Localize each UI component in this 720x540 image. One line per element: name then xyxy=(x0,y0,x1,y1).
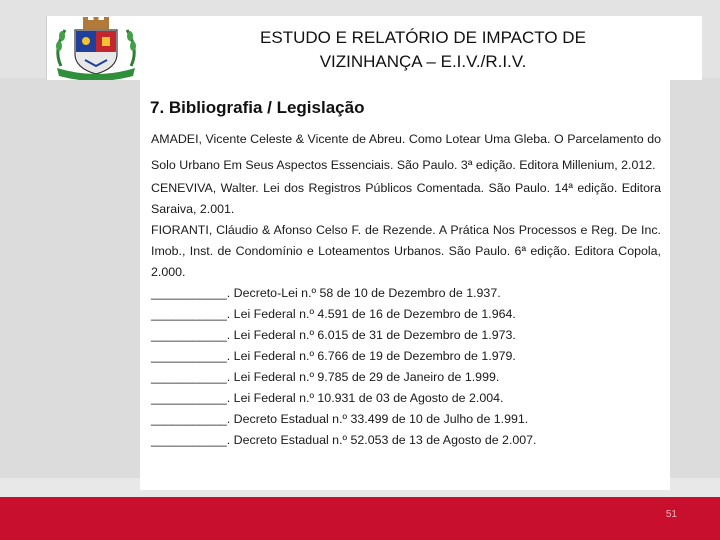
legislation-entry: ___________. Lei Federal n.º 10.931 de 03 de Agosto de 2.004. xyxy=(151,391,504,405)
legislation-entry: ___________. Decreto Estadual n.º 52.053 de 13 de Agosto de 2.007. xyxy=(151,433,537,447)
page-title-line-2: VIZINHANÇA – E.I.V./R.I.V. xyxy=(319,52,527,71)
bibliography-list xyxy=(151,126,661,451)
bibliography-entry: FIORANTI, Cláudio & Afonso Celso F. de Rezende. A Prática Nos Processos e Reg. De Inc. Imob., Inst. de Condomínio e Loteamentos Urbanos. São Paulo. 6ª edição. Editora Copola, 2.000. xyxy=(151,223,661,279)
legislation-entry: ___________. Decreto Estadual n.º 33.499 de 10 de Julho de 1.991. xyxy=(151,412,529,426)
page-title xyxy=(144,26,702,74)
bibliography-entry: CENEVIVA, Walter. Lei dos Registros Públicos Comentada. São Paulo. 14ª edição. Editora Saraiva, 2.001. xyxy=(151,181,661,216)
page-title-line-1: ESTUDO E RELATÓRIO DE IMPACTO DE xyxy=(260,28,586,47)
legislation-entry: ___________. Lei Federal n.º 6.766 de 19 de Dezembro de 1.979. xyxy=(151,349,516,363)
legislation-entry: ___________. Lei Federal n.º 4.591 de 16 de Dezembro de 1.964. xyxy=(151,307,516,321)
bibliography-entry: AMADEI, Vicente Celeste & Vicente de Abreu. Como Lotear Uma Gleba. O Parcelamento do Solo Urbano Em Seus Aspectos Essenciais. São Paulo. 3ª edição. Editora Millenium, 2.012. xyxy=(151,132,661,172)
section-title: 7. Bibliografia / Legislação xyxy=(150,98,365,117)
legislation-entry: ___________. Lei Federal n.º 6.015 de 31 de Dezembro de 1.973. xyxy=(151,328,516,342)
legislation-entry: ___________. Lei Federal n.º 9.785 de 29 de Janeiro de 1.999. xyxy=(151,370,500,384)
page-number: 51 xyxy=(665,509,677,520)
municipal-coat-of-arms xyxy=(46,16,145,80)
footer-bar xyxy=(0,497,720,540)
legislation-entry: ___________. Decreto-Lei n.º 58 de 10 de Dezembro de 1.937. xyxy=(151,286,501,300)
coat-of-arms-icon xyxy=(47,16,145,80)
